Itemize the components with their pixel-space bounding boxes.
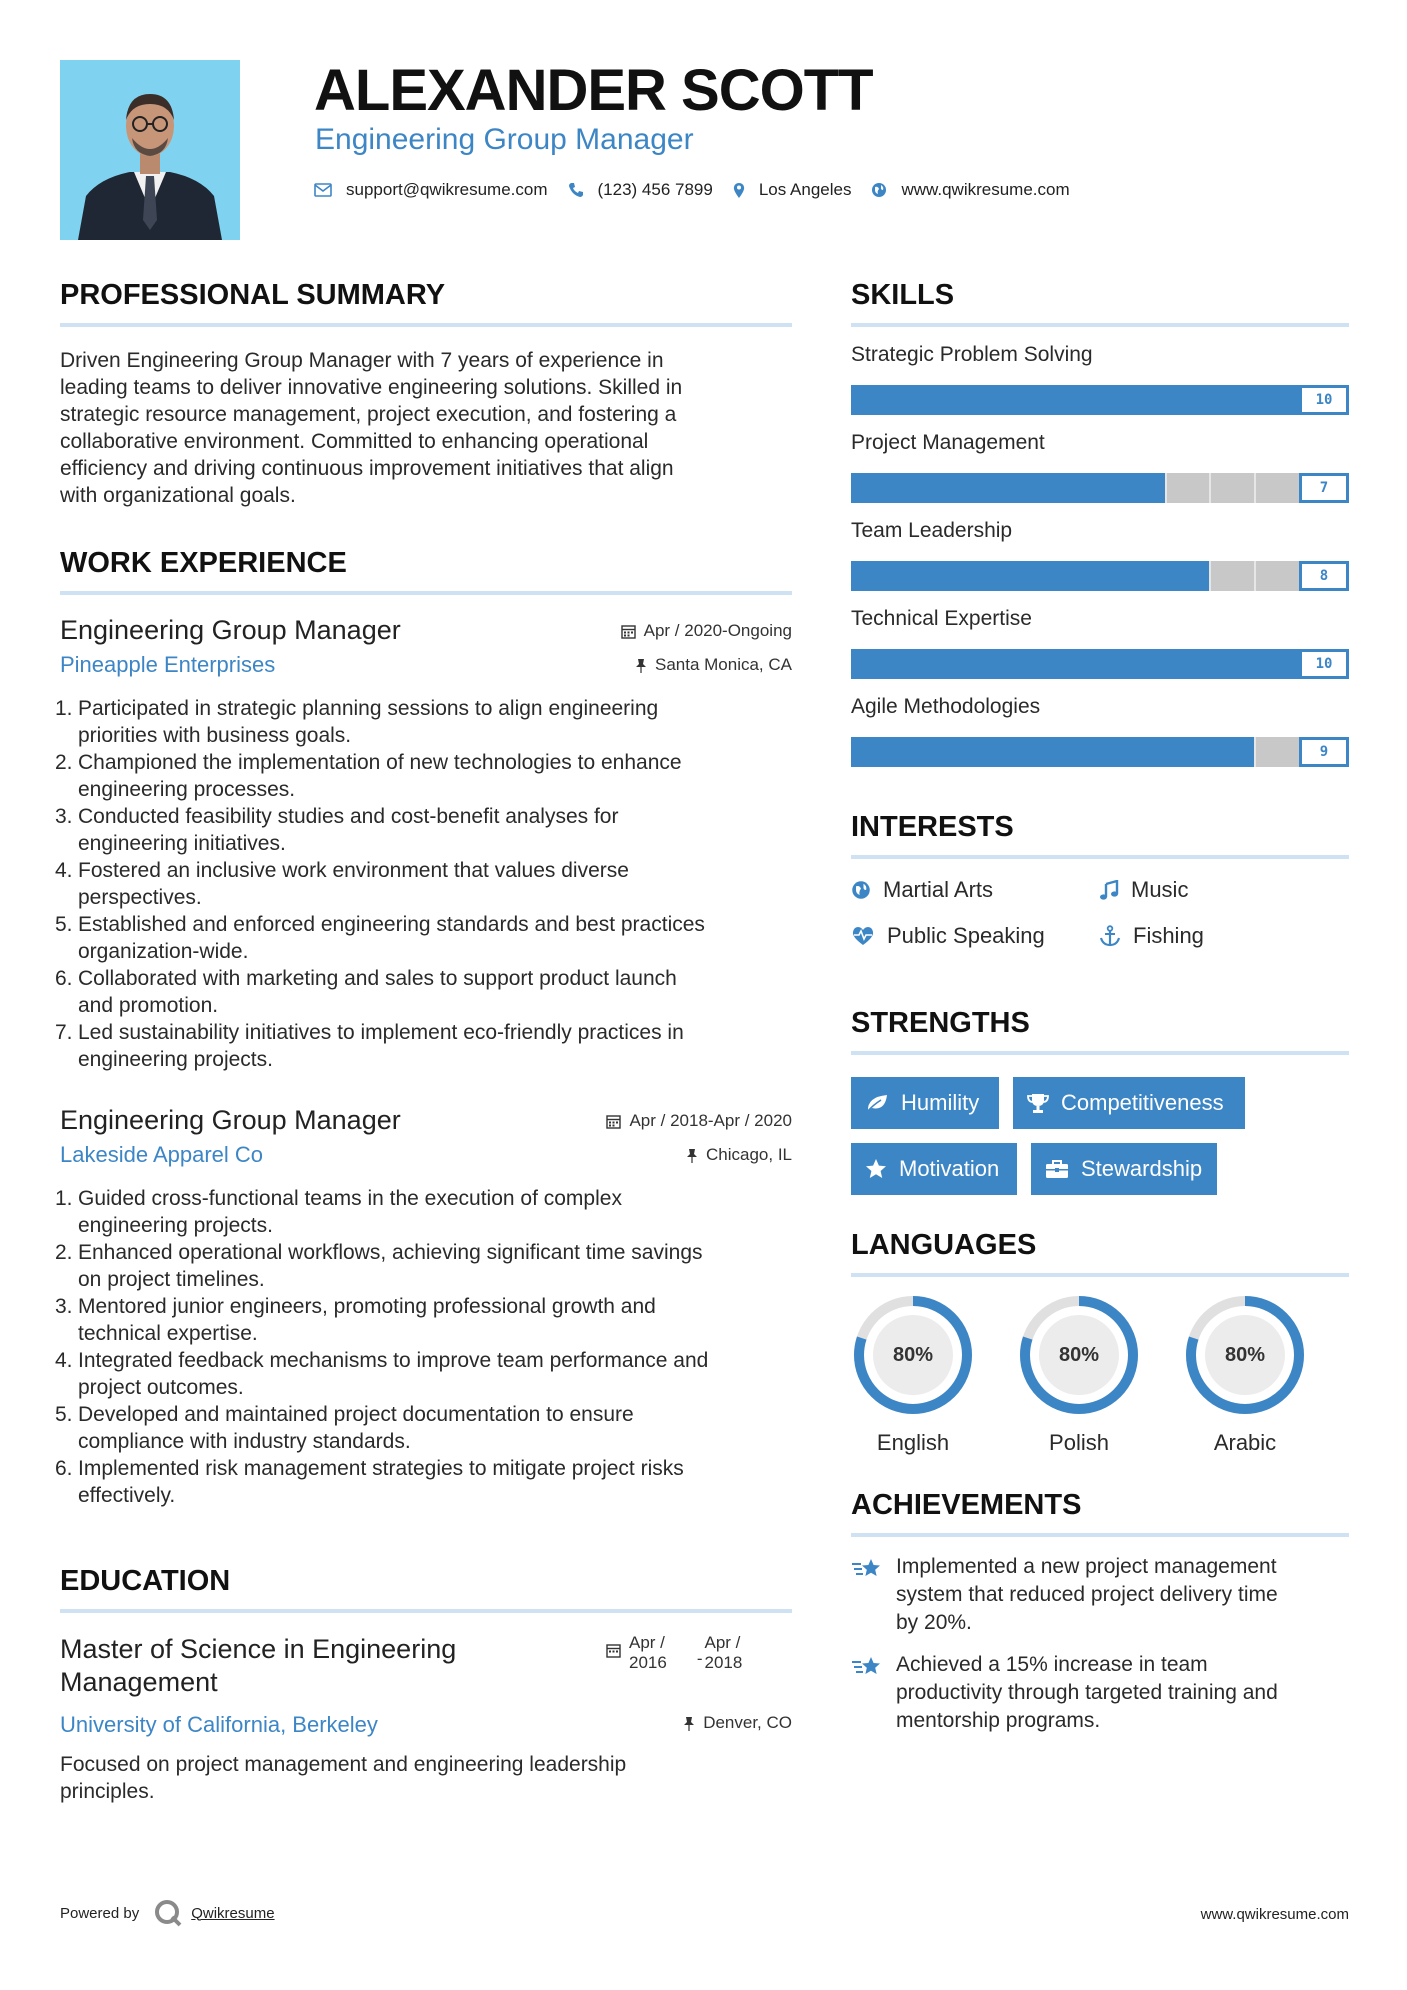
- heartbeat-icon: [851, 926, 875, 946]
- section-divider: [851, 323, 1349, 327]
- skill-item: [851, 341, 1349, 415]
- skill-item: [851, 605, 1349, 679]
- section-divider: [60, 1609, 792, 1613]
- summary-heading: PROFESSIONAL SUMMARY: [60, 279, 446, 311]
- skill-name: Project Management: [851, 431, 1045, 454]
- achievement-line: by 20%.: [896, 1611, 972, 1634]
- email-text: support@qwikresume.com: [346, 180, 548, 199]
- skill-name: Technical Expertise: [851, 607, 1032, 630]
- list-item: 5. Developed and maintained project documentation to ensure compliance with industry standards.: [55, 1403, 634, 1453]
- degree-line: Master of Science in Engineering: [60, 1634, 457, 1664]
- interest-item: [1099, 923, 1204, 949]
- language-name: Polish: [1049, 1430, 1109, 1455]
- skill-item: [851, 693, 1349, 767]
- contact-phone[interactable]: [568, 180, 713, 200]
- candidate-name: ALEXANDER SCOTT: [314, 58, 873, 123]
- description-line: Focused on project management and engineering leadership: [60, 1753, 627, 1776]
- right-column: [851, 275, 1349, 1735]
- job-date-text: Apr / 2020-Ongoing: [643, 621, 792, 640]
- job-company: Pineapple Enterprises: [60, 652, 276, 677]
- language-item: [851, 1293, 975, 1457]
- achievement-line: system that reduced project delivery time: [896, 1583, 1278, 1606]
- strength-label: Stewardship: [1081, 1156, 1203, 1181]
- skill-bar-fill: [851, 561, 1209, 591]
- pushpin-icon: [686, 1148, 698, 1163]
- job-location-text: Chicago, IL: [706, 1145, 792, 1164]
- degree-title: [60, 1633, 456, 1699]
- briefcase-icon: [1045, 1159, 1069, 1179]
- skill-bar-segment: [1254, 561, 1256, 591]
- interests-section: [851, 807, 1349, 977]
- globe-icon: [871, 182, 887, 198]
- music-icon: [1099, 880, 1119, 900]
- contact-bar: [314, 178, 1090, 202]
- strengths-list: [851, 1077, 1349, 1207]
- section-divider: [851, 855, 1349, 859]
- language-ring: [851, 1293, 975, 1417]
- skill-bar: [851, 385, 1349, 415]
- achievement-line: Implemented a new project management: [896, 1555, 1277, 1578]
- skill-bar-segment: [1254, 473, 1256, 503]
- profile-photo: [60, 60, 240, 240]
- job-location: [686, 1145, 792, 1165]
- list-item: 1. Participated in strategic planning sessions to align engineering priorities with business goals.: [55, 697, 659, 747]
- skill-bar-segment: [1254, 737, 1256, 767]
- section-divider: [60, 591, 792, 595]
- list-item: 2. Championed the implementation of new technologies to enhance engineering processes.: [55, 751, 682, 801]
- summary-line: with organizational goals.: [60, 484, 296, 507]
- summary-line: efficiency and driving continuous improvement initiatives that align: [60, 457, 674, 480]
- list-item: 1. Guided cross-functional teams in the execution of complex engineering projects.: [55, 1187, 622, 1237]
- interest-item: [851, 877, 993, 903]
- interests-list: [851, 877, 1349, 977]
- skills-list: [851, 341, 1349, 767]
- skill-bar: [851, 649, 1349, 679]
- skill-name: Agile Methodologies: [851, 695, 1041, 718]
- strengths-section: [851, 1003, 1349, 1207]
- shooting-star-icon: [851, 1654, 885, 1680]
- skill-bar-fill: [851, 385, 1299, 415]
- job-date: [621, 621, 792, 641]
- skill-item: [851, 517, 1349, 591]
- shooting-star-icon: [851, 1556, 885, 1582]
- footer-powered-by: [60, 1898, 275, 1928]
- job-header: [60, 1103, 792, 1175]
- strength-label: Competitiveness: [1061, 1090, 1224, 1115]
- languages-list: [851, 1293, 1349, 1473]
- list-item: 6. Collaborated with marketing and sales to support product launch and promotion.: [55, 967, 677, 1017]
- skill-bar: [851, 561, 1349, 591]
- contact-location: [733, 180, 852, 200]
- education-location-text: Denver, CO: [703, 1713, 792, 1732]
- skill-name: Strategic Problem Solving: [851, 343, 1093, 366]
- description-line: principles.: [60, 1780, 155, 1803]
- summary-line: strategic resource management, project execution, and fostering a: [60, 403, 677, 426]
- education-description: [60, 1751, 792, 1805]
- achievement-line: mentorship programs.: [896, 1709, 1101, 1732]
- pushpin-icon: [635, 658, 647, 673]
- powered-by-text: Powered by: [60, 1904, 140, 1922]
- phone-text: (123) 456 7899: [597, 180, 713, 199]
- map-pin-icon: [733, 182, 745, 199]
- language-percent: 80%: [1058, 1343, 1100, 1366]
- skill-bar-segment: [1209, 561, 1211, 591]
- job-location-text: Santa Monica, CA: [654, 655, 792, 674]
- leaf-icon: [865, 1093, 889, 1113]
- section-divider: [851, 1051, 1349, 1055]
- strength-chip: [1013, 1077, 1245, 1129]
- degree-line: Management: [60, 1667, 218, 1697]
- summary-line: leading teams to deliver innovative engineering solutions. Skilled in: [60, 376, 683, 399]
- pushpin-icon: [683, 1716, 695, 1731]
- interest-label: Music: [1131, 877, 1189, 902]
- strength-chip: [851, 1077, 999, 1129]
- education-dates: [606, 1633, 742, 1673]
- left-column: [55, 275, 792, 1805]
- strengths-heading: STRENGTHS: [851, 1007, 1030, 1039]
- experience-heading: WORK EXPERIENCE: [60, 547, 347, 579]
- languages-heading: LANGUAGES: [851, 1229, 1037, 1261]
- skill-bar: [851, 737, 1349, 767]
- education-header: [60, 1633, 792, 1745]
- skill-value: 7: [1299, 473, 1349, 503]
- strength-chip: [851, 1143, 1017, 1195]
- job-date: [606, 1111, 792, 1131]
- language-name: English: [876, 1430, 950, 1455]
- language-name: Arabic: [1213, 1430, 1277, 1455]
- section-divider: [851, 1533, 1349, 1537]
- interests-heading: INTERESTS: [851, 811, 1014, 843]
- qwikresume-link[interactable]: Qwikresume: [191, 1904, 275, 1922]
- job-location: [635, 655, 792, 675]
- list-item: 4. Fostered an inclusive work environment that values diverse perspectives.: [55, 859, 629, 909]
- languages-section: [851, 1225, 1349, 1473]
- interest-label: Martial Arts: [883, 877, 994, 902]
- footer-website[interactable]: www.qwikresume.com: [1200, 1906, 1349, 1923]
- language-ring: [1017, 1293, 1141, 1417]
- list-item: 7. Led sustainability initiatives to implement eco-friendly practices in engineering projects.: [55, 1021, 684, 1071]
- contact-email[interactable]: [314, 180, 548, 200]
- summary-line: collaborative environment. Committed to enhancing operational: [60, 430, 649, 453]
- skill-bar-fill: [851, 649, 1299, 679]
- skill-item: [851, 429, 1349, 503]
- list-item: 6. Implemented risk management strategies to mitigate project risks effectively.: [55, 1457, 684, 1507]
- education-section: [60, 1561, 792, 1805]
- skill-bar-segment: [1165, 473, 1167, 503]
- skills-section: [851, 275, 1349, 767]
- achievements-heading: ACHIEVEMENTS: [851, 1489, 1082, 1521]
- skill-value: 10: [1299, 385, 1349, 415]
- experience-section: [55, 543, 792, 1509]
- achievement-item: [851, 1553, 1349, 1637]
- skill-value: 10: [1299, 649, 1349, 679]
- job-date-text: Apr / 2018-Apr / 2020: [629, 1111, 792, 1130]
- achievements-section: [851, 1485, 1349, 1735]
- globe-icon: [851, 880, 871, 900]
- skill-value: 8: [1299, 561, 1349, 591]
- skill-bar-segment: [1209, 473, 1211, 503]
- achievement-line: productivity through targeted training and: [896, 1681, 1278, 1704]
- interest-label: Fishing: [1133, 923, 1204, 948]
- interest-item: [1099, 877, 1188, 903]
- location-text: Los Angeles: [758, 180, 852, 199]
- language-percent: 80%: [892, 1343, 934, 1366]
- skill-bar-fill: [851, 473, 1165, 503]
- job-title: Engineering Group Manager: [60, 615, 401, 645]
- school-name: University of California, Berkeley: [60, 1712, 378, 1737]
- achievement-item: [851, 1651, 1349, 1735]
- strength-chip: [1031, 1143, 1217, 1195]
- interest-label: Public Speaking: [887, 923, 1045, 948]
- section-divider: [851, 1273, 1349, 1277]
- achievement-line: Achieved a 15% increase in team: [896, 1653, 1208, 1676]
- end-date: Apr / 2018: [704, 1633, 743, 1672]
- calendar-icon: [606, 1643, 621, 1658]
- language-ring: [1183, 1293, 1307, 1417]
- language-item: [1017, 1293, 1141, 1457]
- list-item: 5. Established and enforced engineering standards and best practices organization-wide.: [55, 913, 705, 963]
- list-item: 3. Mentored junior engineers, promoting professional growth and technical expertise.: [55, 1295, 656, 1345]
- language-item: [1183, 1293, 1307, 1457]
- summary-section: [60, 275, 792, 509]
- trophy-icon: [1027, 1092, 1049, 1114]
- skills-heading: SKILLS: [851, 279, 955, 311]
- start-date: Apr / 2016: [629, 1633, 667, 1672]
- list-item: 4. Integrated feedback mechanisms to improve team performance and project outcomes.: [55, 1349, 709, 1399]
- list-item: 3. Conducted feasibility studies and cost-benefit analyses for engineering initiatives.: [55, 805, 619, 855]
- language-percent: 80%: [1224, 1343, 1266, 1366]
- job-company: Lakeside Apparel Co: [60, 1142, 264, 1167]
- skill-name: Team Leadership: [851, 519, 1013, 542]
- job-entry: [55, 1103, 792, 1509]
- job-header: [60, 613, 792, 685]
- anchor-icon: [1099, 925, 1121, 947]
- website-text: www.qwikresume.com: [901, 180, 1070, 199]
- skill-value: 9: [1299, 737, 1349, 767]
- strength-label: Motivation: [899, 1156, 1000, 1181]
- phone-icon: [568, 182, 584, 198]
- section-divider: [60, 323, 792, 327]
- job-duties-list: [55, 1185, 792, 1509]
- calendar-icon: [606, 1114, 621, 1129]
- candidate-title: Engineering Group Manager: [315, 123, 694, 156]
- job-entry: [55, 613, 792, 1073]
- star-icon: [865, 1158, 887, 1180]
- list-item: 2. Enhanced operational workflows, achieving significant time savings on project timelines.: [55, 1241, 703, 1291]
- summary-text: [60, 347, 792, 509]
- qwikresume-logo-icon: [153, 1898, 183, 1928]
- skill-bar: [851, 473, 1349, 503]
- job-title: Engineering Group Manager: [60, 1105, 401, 1135]
- calendar-icon: [621, 624, 636, 639]
- contact-website[interactable]: [871, 180, 1069, 200]
- job-duties-list: [55, 695, 792, 1073]
- summary-line: Driven Engineering Group Manager with 7 years of experience in: [60, 349, 664, 372]
- education-heading: EDUCATION: [60, 1565, 231, 1597]
- envelope-icon: [314, 183, 332, 197]
- date-separator: -: [696, 1649, 703, 1668]
- interest-item: [851, 923, 1045, 949]
- education-location: [683, 1713, 792, 1733]
- strength-label: Humility: [901, 1090, 980, 1115]
- skill-bar-fill: [851, 737, 1254, 767]
